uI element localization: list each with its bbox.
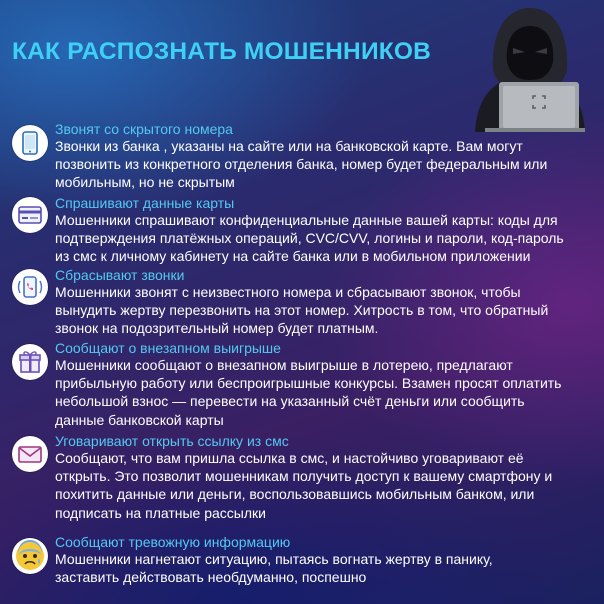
item-heading: Спрашивают данные карты xyxy=(55,195,235,211)
phone-call-icon xyxy=(12,269,48,305)
item-text: Мошенники нагнетают ситуацию, пытаясь вогнать жертву в панику, заставить действовать необдуманно, поспешно xyxy=(55,551,493,586)
gift-icon xyxy=(12,344,48,380)
item-text: Звонки из банка , указаны на сайте или на банковской карте. Вам могут позвонить из конкретного отделения банка, номер будет федеральным или мобильным, но не скрытым xyxy=(55,138,548,191)
item-heading: Сбрасывают звонки xyxy=(55,267,185,283)
smartphone-icon xyxy=(12,125,48,161)
item-heading: Сообщают о внезапном выигрыше xyxy=(55,340,281,356)
credit-card-icon xyxy=(12,197,48,233)
hacker-icon xyxy=(455,0,604,132)
item-text: Мошенники спрашивают конфиденциальные данные вашей карты: коды для подтверждения платёжных операций, CVC/CVV, логины и пароли, код-пароль из смс к личному кабинету на сайте банка или в мобильном приложении xyxy=(55,212,564,265)
item-text: Сообщают, что вам пришла ссылка в смс, и настойчиво уговаривают её открыть. Это позволит мошенникам получить доступ к вашему смартфону и похитить данные или деньги, воспользовавшись мобильным банком, или подписать на платные рассылки xyxy=(55,450,553,521)
item-heading: Звонят со скрытого номера xyxy=(55,121,233,137)
item-text: Мошенники сообщают о внезапном выигрыше в лотерею, предлагают прибыльную работу или беспроигрышные конкурсы. Взамен просят оплатить небольшой взнос — перевести на указанный счёт деньги или сообщить данные банковской карты xyxy=(55,357,562,428)
envelope-icon xyxy=(12,436,48,472)
item-heading: Уговаривают открыть ссылку из смс xyxy=(55,433,289,449)
anxious-face-icon xyxy=(12,538,48,574)
page-title: КАК РАСПОЗНАТЬ МОШЕННИКОВ xyxy=(12,38,432,65)
item-text: Мошенники звонят с неизвестного номера и сбрасывают звонок, чтобы вынудить жертву перезвонить на этот номер. Хитрость в том, что обратный звонок на подозрительный номер будет платным. xyxy=(55,284,549,337)
item-heading: Сообщают тревожную информацию xyxy=(55,534,291,550)
